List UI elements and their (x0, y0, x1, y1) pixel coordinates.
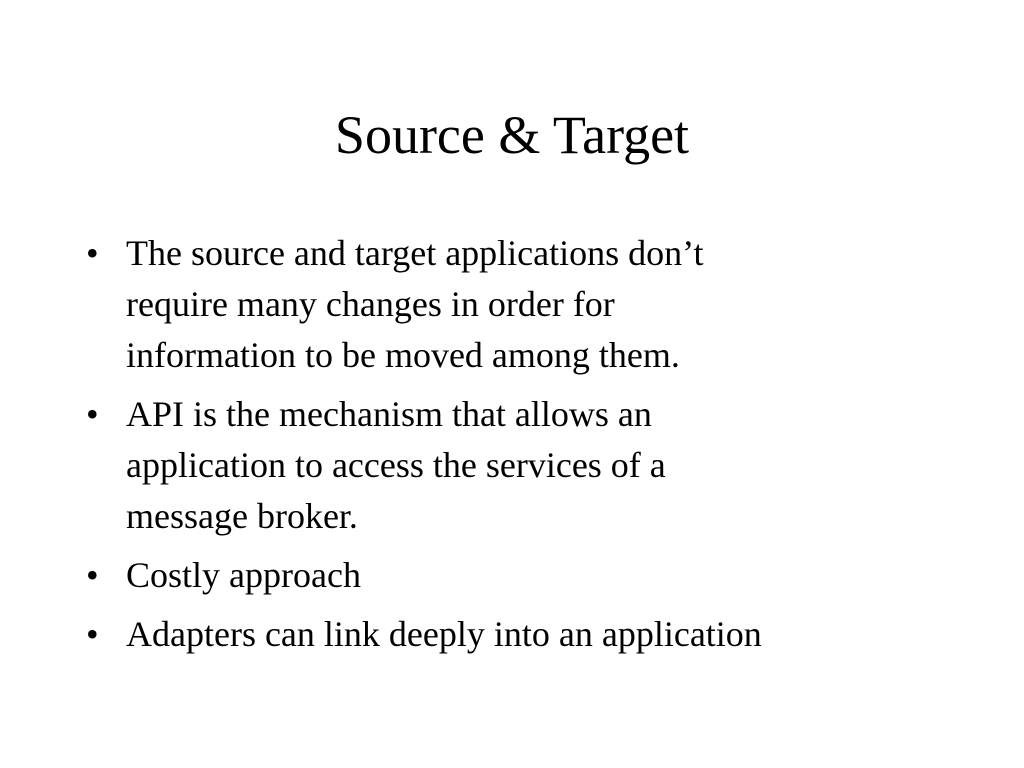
bullet-text-line: API is the mechanism that allows an (126, 394, 652, 434)
bullet-text-line: The source and target applications don’t (126, 233, 704, 273)
bullet-text-line: Adapters can link deeply into an application (126, 614, 762, 654)
bullet-text-line: message broker. (126, 496, 358, 536)
bullet-marker: • (86, 555, 99, 595)
slide-title: Source & Target (334, 105, 690, 165)
bullet-marker: • (86, 394, 99, 434)
bullet-text-line: application to access the services of a (126, 445, 666, 485)
bullet-text-line: require many changes in order for (126, 284, 615, 324)
bullet-marker: • (86, 233, 99, 273)
bullet-item-3 (84, 550, 984, 601)
bullet-item-4 (84, 609, 984, 660)
bullet-item-1 (84, 228, 984, 381)
bullet-text-line: information to be moved among them. (126, 335, 680, 375)
bullet-text-line: Costly approach (126, 555, 361, 595)
bullet-list (84, 228, 984, 668)
bullet-marker: • (86, 614, 99, 654)
bullet-item-2 (84, 389, 984, 542)
